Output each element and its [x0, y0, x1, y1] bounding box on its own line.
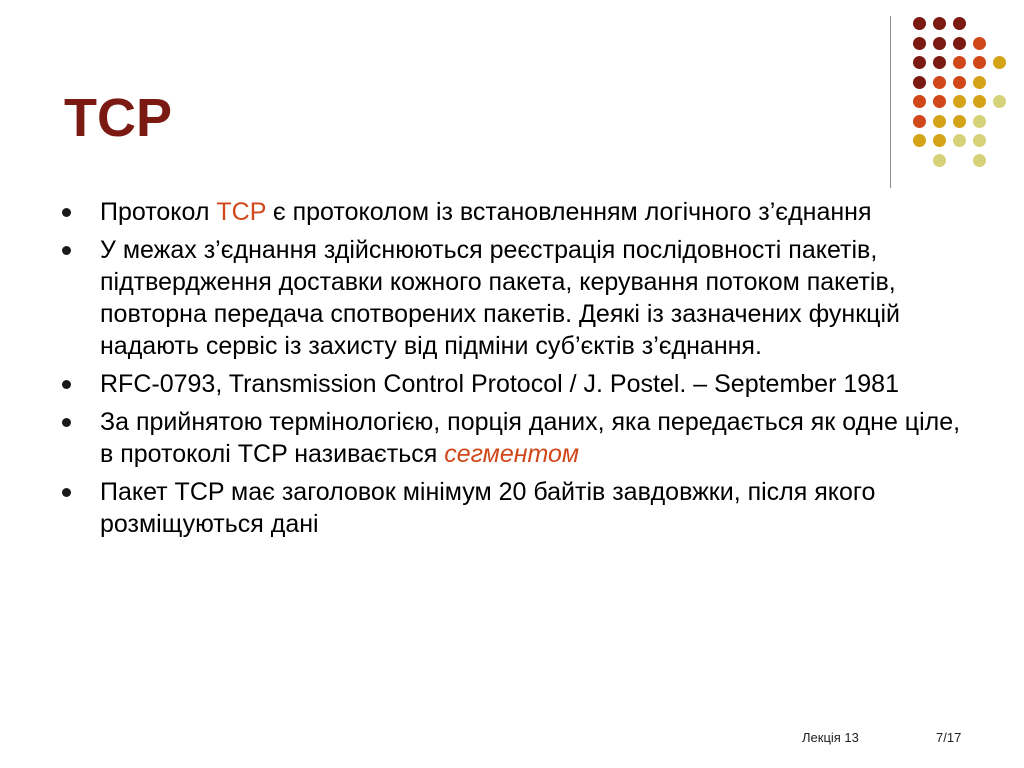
decorative-dot [913, 115, 926, 128]
decorative-dot [933, 154, 946, 167]
decorative-dot [913, 76, 926, 89]
bullet-list [62, 196, 962, 546]
decorative-dot [973, 37, 986, 50]
decorative-dot [973, 56, 986, 69]
decorative-dot [933, 134, 946, 147]
decorative-dot [953, 95, 966, 108]
bullet-item [62, 476, 962, 540]
decorative-dot [973, 115, 986, 128]
decorative-dot [913, 17, 926, 30]
decorative-dot [993, 56, 1006, 69]
bullet-text: У межах з’єднання здійснюються реєстрація послідовності пакетів, підтвердження доставки кожного пакета, керування потоком пакетів, повторна передача спотворених пакетів. Деякі із зазначених функцій надають сервіс із захисту від підміни суб’єктів з’єднання. [100, 236, 900, 360]
bullet-dot-icon [62, 246, 71, 255]
decorative-dot [973, 134, 986, 147]
bullet-item [62, 234, 962, 362]
emphasized-term: сегментом [444, 440, 580, 468]
decorative-dot [973, 95, 986, 108]
decorative-dot [993, 95, 1006, 108]
decorative-dot [913, 134, 926, 147]
decorative-dot [933, 95, 946, 108]
bullet-dot-icon [62, 208, 71, 217]
decorative-dot [913, 95, 926, 108]
bullet-dot-icon [62, 418, 71, 427]
highlighted-term: TCP [216, 198, 266, 226]
vertical-divider [890, 16, 891, 188]
bullet-text: За прийнятою термінологією, порція даних, яка передається як одне ціле, в протоколі TCP називається [100, 408, 961, 468]
slide-title: TCP [64, 88, 172, 148]
bullet-text: Протокол [100, 198, 217, 226]
bullet-text: RFC-0793, Transmission Control Protocol / J. Postel. – September 1981 [100, 370, 899, 398]
bullet-text: є протоколом із встановленням логічного з’єднання [265, 198, 872, 226]
decorative-dot [953, 56, 966, 69]
decorative-dot [913, 56, 926, 69]
bullet-dot-icon [62, 380, 71, 389]
bullet-dot-icon [62, 488, 71, 497]
decorative-dot [973, 154, 986, 167]
decorative-dot [953, 37, 966, 50]
bullet-text: Пакет TCP має заголовок мінімум 20 байтів завдовжки, після якого розміщуються дані [100, 478, 876, 538]
bullet-item [62, 368, 962, 400]
bullet-item [62, 406, 962, 470]
decorative-dot [933, 56, 946, 69]
decorative-dot [913, 37, 926, 50]
decorative-dot [953, 115, 966, 128]
decorative-dot [933, 115, 946, 128]
bullet-item [62, 196, 962, 228]
decorative-dot [933, 37, 946, 50]
decorative-dot [933, 17, 946, 30]
decorative-dot [973, 76, 986, 89]
decorative-dot [953, 17, 966, 30]
decorative-dot [953, 134, 966, 147]
footer-lecture-label: Лекція 13 [802, 730, 859, 745]
decorative-dot [933, 76, 946, 89]
footer-page-number: 7/17 [936, 730, 962, 745]
decorative-dot [953, 76, 966, 89]
